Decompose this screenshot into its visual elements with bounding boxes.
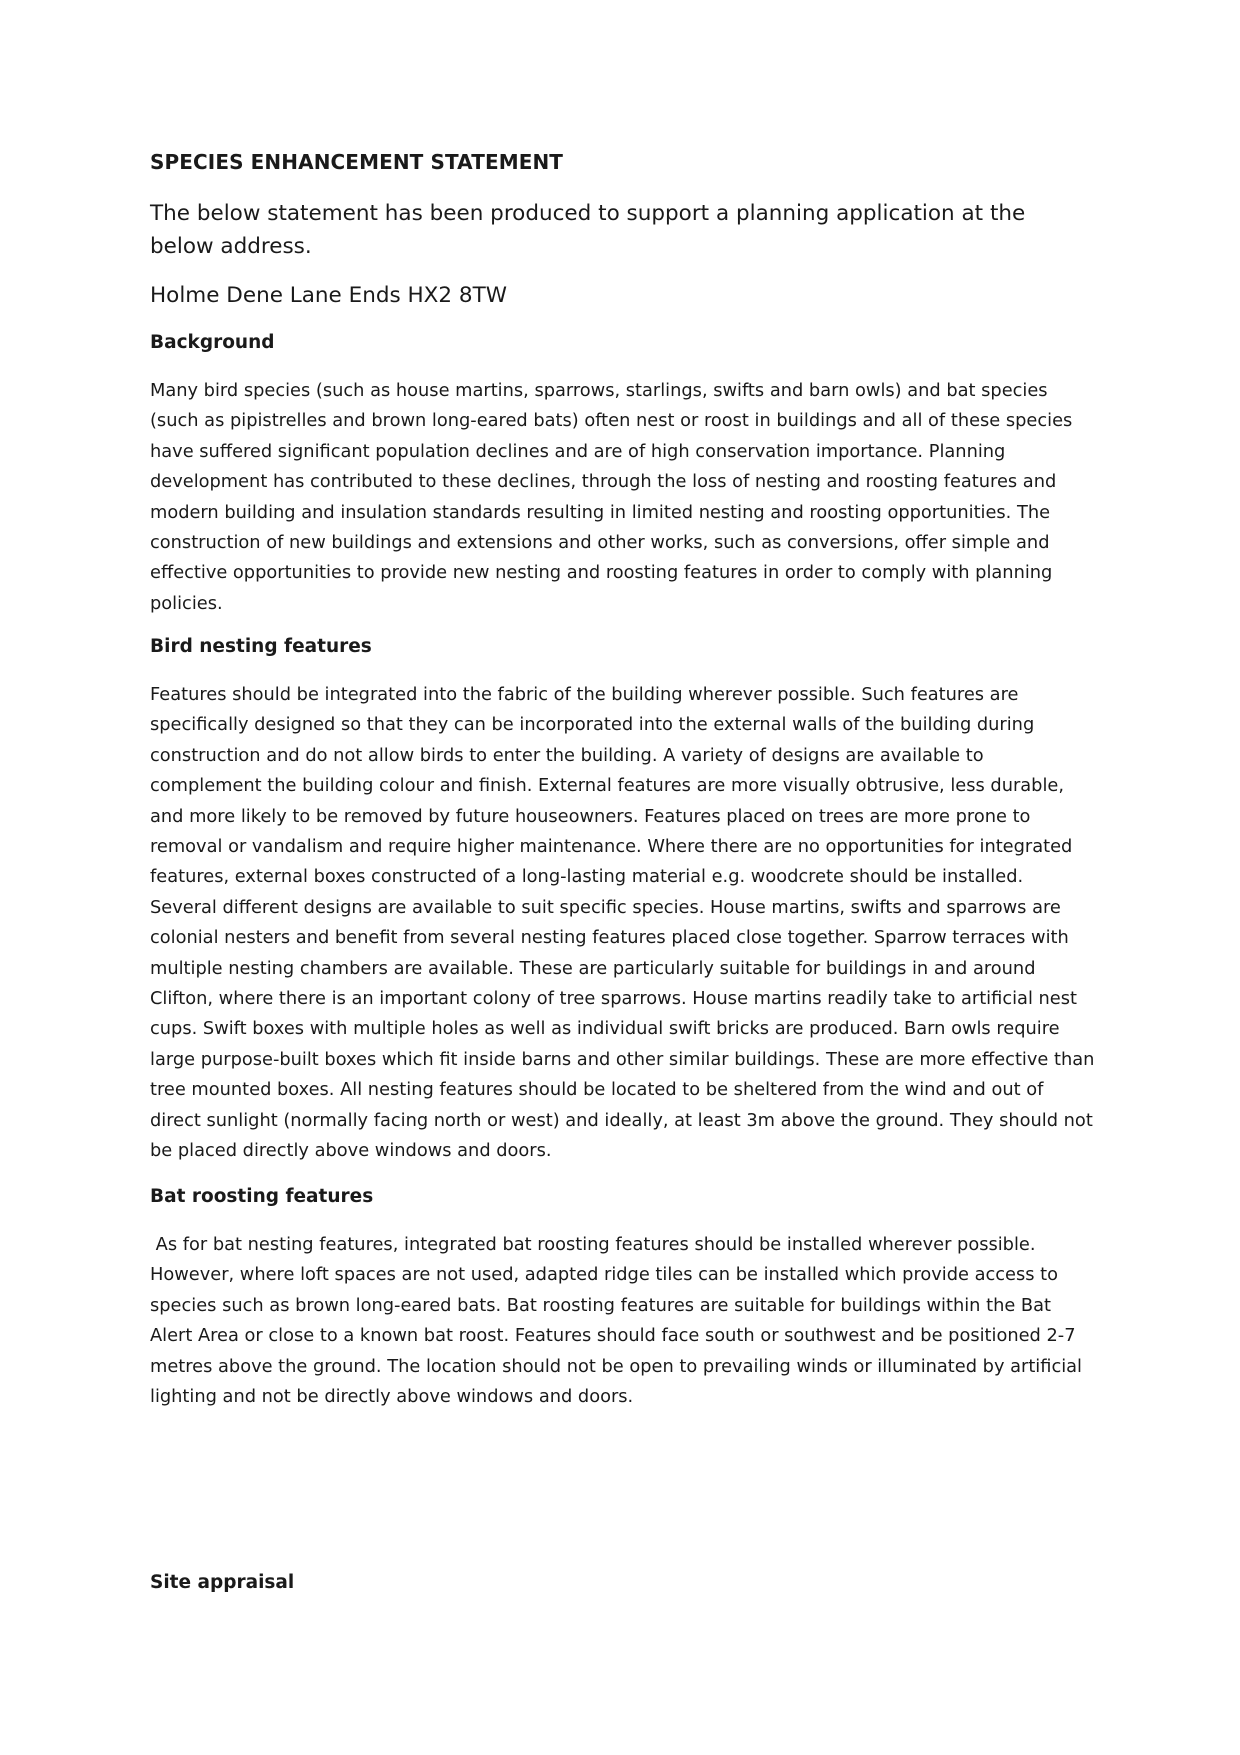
document-title: SPECIES ENHANCEMENT STATEMENT	[150, 150, 564, 174]
site-appraisal-heading: Site appraisal	[150, 1572, 295, 1593]
document-page	[150, 0, 1095, 1755]
background-heading: Background	[150, 332, 275, 353]
bat-roosting-paragraph: As for bat nesting features, integrated bat roosting features should be installed wherever possible. However, where loft spaces are not used, adapted ridge tiles can be installed which provide access to species such as brown long-eared bats. Bat roosting features are suitable for buildings within the Bat Alert Area or close to a known bat roost. Features should face south or southwest and be positioned 2-7 metres above the ground. The location should not be open to prevailing winds or illuminated by artificial lighting and not be directly above windows and doors.	[150, 1234, 1088, 1408]
bird-nesting-paragraph: Features should be integrated into the fabric of the building wherever possible. Such features are specifically designed so that they can be incorporated into the external walls of the building during construction and do not allow birds to enter the building. A variety of designs are available to complement the building colour and finish. External features are more visually obtrusive, less durable, and more likely to be removed by future houseowners. Features placed on trees are more prone to removal or vandalism and require higher maintenance. Where there are no opportunities for integrated features, external boxes constructed of a long-lasting material e.g. woodcrete should be installed. Several different designs are available to suit specific species. House martins, swifts and sparrows are colonial nesters and benefit from several nesting features placed close together. Sparrow terraces with multiple nesting chambers are available. These are particularly suitable for buildings in and around Clifton, where there is an important colony of tree sparrows. House martins readily take to artificial nest cups. Swift boxes with multiple holes as well as individual swift bricks are produced. Barn owls require large purpose-built boxes which fit inside barns and other similar buildings. These are more effective than tree mounted boxes. All nesting features should be located to be sheltered from the wind and out of direct sunlight (normally facing north or west) and ideally, at least 3m above the ground. They should not be placed directly above windows and doors.	[150, 684, 1095, 1162]
bat-roosting-heading: Bat roosting features	[150, 1186, 374, 1207]
site-address: Holme Dene Lane Ends HX2 8TW	[150, 283, 507, 308]
background-paragraph: Many bird species (such as house martins, sparrows, starlings, swifts and barn owls) and bat species (such as pipistrelles and brown long-eared bats) often nest or roost in buildings and all of these species have suffered significant population declines and are of high conservation importance. Planning development has contributed to these declines, through the loss of nesting and roosting features and modern building and insulation standards resulting in limited nesting and roosting opportunities. The construction of new buildings and extensions and other works, such as conversions, offer simple and effective opportunities to provide new nesting and roosting features in order to comply with planning policies.	[150, 380, 1073, 614]
bird-nesting-heading: Bird nesting features	[150, 636, 372, 657]
intro-paragraph: The below statement has been produced to support a planning application at the below address.	[150, 201, 1026, 259]
